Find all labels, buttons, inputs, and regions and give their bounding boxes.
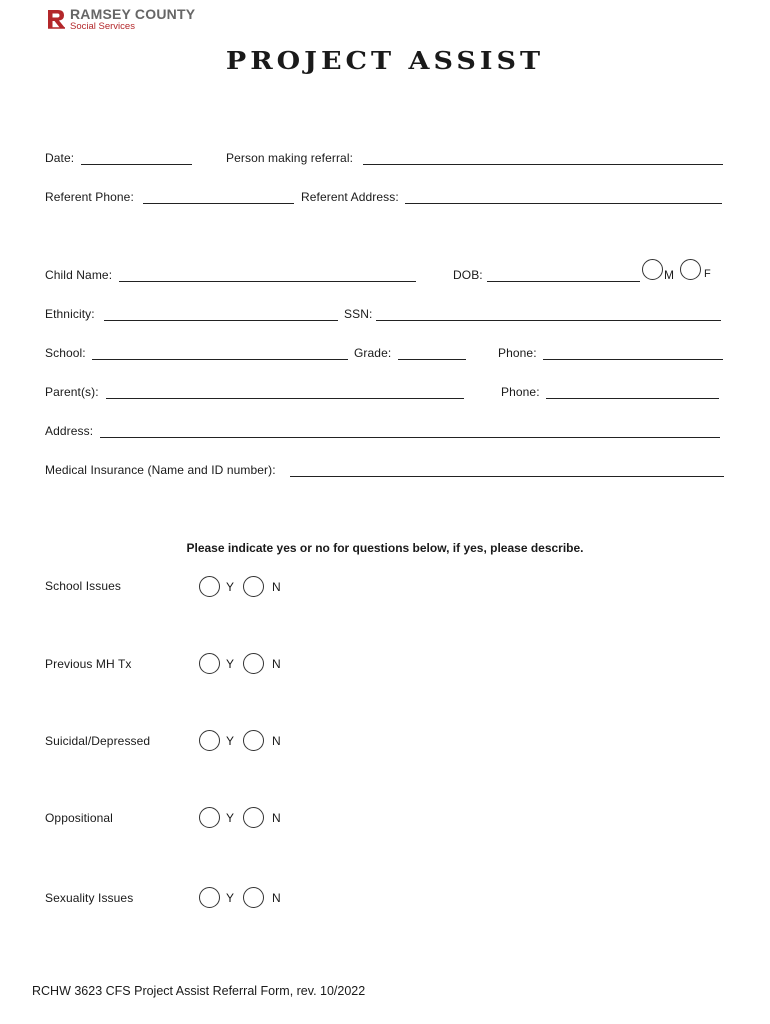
oppositional-no-radio[interactable] (243, 807, 264, 828)
question-label-school-issues: School Issues (45, 579, 122, 593)
no-label: N (272, 734, 281, 748)
child-name-field[interactable] (119, 281, 416, 282)
grade-field[interactable] (398, 359, 466, 360)
referent-phone-label: Referent Phone: (45, 190, 134, 204)
questions-instructions: Please indicate yes or no for questions below, if yes, please describe. (186, 541, 584, 555)
yes-label: Y (226, 734, 235, 748)
date-field[interactable] (81, 164, 192, 165)
referent-phone-field[interactable] (143, 203, 294, 204)
school-issues-yes-radio[interactable] (199, 576, 220, 597)
dob-label: DOB: (453, 268, 483, 282)
dob-field[interactable] (487, 281, 640, 282)
previous-mh-tx-no-radio[interactable] (243, 653, 264, 674)
sex-m-label: M (664, 268, 675, 282)
yes-label: Y (226, 891, 235, 905)
referent-address-label: Referent Address: (301, 190, 399, 204)
ramsey-county-logo-icon (46, 8, 68, 30)
suicidal-depressed-yes-radio[interactable] (199, 730, 220, 751)
sex-m-radio[interactable] (642, 259, 663, 280)
logo-subtitle: Social Services (70, 21, 135, 32)
parents-field[interactable] (106, 398, 464, 399)
previous-mh-tx-yes-radio[interactable] (199, 653, 220, 674)
no-label: N (272, 891, 281, 905)
sex-f-radio[interactable] (680, 259, 701, 280)
sexuality-issues-no-radio[interactable] (243, 887, 264, 908)
person-making-referral-label: Person making referral: (226, 151, 354, 165)
question-label-suicidal-depressed: Suicidal/Depressed (45, 734, 151, 748)
school-phone-field[interactable] (543, 359, 723, 360)
yes-label: Y (226, 657, 235, 671)
school-phone-label: Phone: (498, 346, 537, 360)
medical-insurance-label: Medical Insurance (Name and ID number): (45, 463, 276, 477)
school-issues-no-radio[interactable] (243, 576, 264, 597)
logo-text (70, 7, 195, 32)
medical-insurance-field[interactable] (290, 476, 724, 477)
logo-name: RAMSEY COUNTY (70, 6, 196, 22)
date-label: Date: (45, 151, 75, 165)
ssn-field[interactable] (376, 320, 721, 321)
question-label-oppositional: Oppositional (45, 811, 113, 825)
ssn-label: SSN: (344, 307, 373, 321)
school-field[interactable] (92, 359, 348, 360)
child-name-label: Child Name: (45, 268, 113, 282)
ethnicity-field[interactable] (104, 320, 338, 321)
no-label: N (272, 657, 281, 671)
yes-label: Y (226, 580, 235, 594)
person-making-referral-field[interactable] (363, 164, 723, 165)
parents-label: Parent(s): (45, 385, 99, 399)
no-label: N (272, 811, 281, 825)
school-label: School: (45, 346, 86, 360)
parent-phone-label: Phone: (501, 385, 540, 399)
parent-phone-field[interactable] (546, 398, 719, 399)
referent-address-field[interactable] (405, 203, 722, 204)
ethnicity-label: Ethnicity: (45, 307, 95, 321)
yes-label: Y (226, 811, 235, 825)
form-footer: RCHW 3623 CFS Project Assist Referral Form, rev. 10/2022 (32, 984, 366, 998)
sexuality-issues-yes-radio[interactable] (199, 887, 220, 908)
oppositional-yes-radio[interactable] (199, 807, 220, 828)
child-address-field[interactable] (100, 437, 720, 438)
question-label-previous-mh-tx: Previous MH Tx (45, 657, 132, 671)
grade-label: Grade: (354, 346, 392, 360)
no-label: N (272, 580, 281, 594)
question-label-sexuality-issues: Sexuality Issues (45, 891, 134, 905)
page-title: PROJECT ASSIST (225, 47, 545, 76)
child-address-label: Address: (45, 424, 94, 438)
sex-f-label: F (704, 268, 711, 280)
suicidal-depressed-no-radio[interactable] (243, 730, 264, 751)
